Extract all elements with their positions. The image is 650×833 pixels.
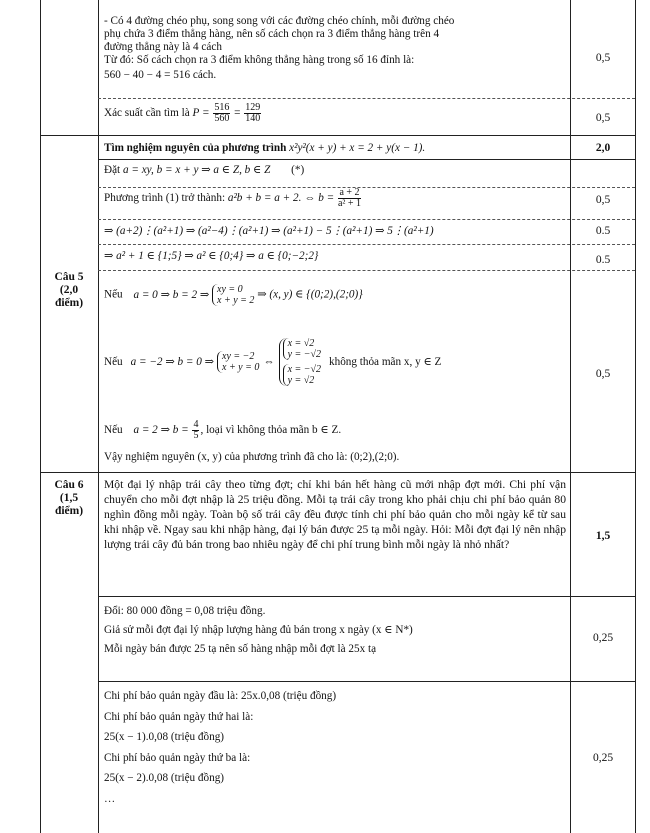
- score-value: 0,5: [595, 368, 611, 380]
- question-6-label: Câu 6 (1,5 điểm): [54, 479, 84, 517]
- combinatorics-text: [104, 15, 566, 82]
- question-5-label: Câu 5 (2,0 điểm): [54, 271, 84, 309]
- equation-system: xy = −2 x + y = 0: [217, 351, 259, 373]
- row-divider: [98, 98, 635, 99]
- total-score: 1,5: [595, 530, 611, 542]
- case-a-zero: Nếu a = 0 ⇒ b = 2 ⇒ xy = 0 x + y = 2 ⇒ (x, y) ∈ {(0;2),(2;0)}: [104, 284, 363, 306]
- equation-system: xy = 0 x + y = 2: [212, 284, 254, 306]
- storage-cost-step: Chi phí bảo quản ngày đầu là: 25x.0,08 (triệu đồng) Chi phí bảo quản ngày thứ hai là: 25(x − 1).0,08 (triệu đồng) Chi phí bảo quản ngày thứ ba là: 25(x − 2).0,08 (triệu đồng) …: [104, 690, 337, 805]
- table-border-right: [635, 0, 636, 833]
- substitution-line: Đặt a = xy, b = x + y ⇒ a ∈ Z, b ∈ Z (*): [104, 164, 305, 176]
- row-divider: [40, 135, 636, 136]
- case-a-minus-two: Nếu a = −2 ⇒ b = 0 ⇒ xy = −2 x + y = 0 ⇔ x = √2 y = −√2 x = −√2 y = √2 không thỏa mãn x, y ∈ Z: [104, 338, 442, 386]
- table-border-left: [40, 0, 41, 833]
- question-6-problem: Một đại lý nhập trái cây theo từng đợt; chỉ khi bán hết hàng cũ mới nhập đợt mới. Chi phí vận chuyển cho mỗi đợt nhập là 25 triệu đồng. Mỗi tạ trái cây trong kho phải chịu chi phí bảo quản 80 nghìn đồng mỗi ngày. Toàn bộ số trái cây đều được tính chi phí bảo quản cho mỗi ngày kể từ sau khi nhập về. Ngay sau khi nhập hàng, đại lý bán được 25 tạ mỗi ngày. Hỏi: Mỗi đợt đại lý nên nhập lượng trái cây đủ bán trong bao nhiêu ngày để chi phí trung bình mỗi ngày là nhỏ nhất?: [104, 478, 566, 551]
- score-value: 0.5: [595, 225, 611, 237]
- text-line: Từ đó: Số cách chọn ra 3 điểm không thẳng hàng trong số 16 đỉnh là:: [104, 54, 415, 66]
- row-divider: [40, 472, 636, 473]
- setup-step: Đổi: 80 000 đồng = 0,08 triệu đồng. Giả sử mỗi đợt đại lý nhập lượng hàng đủ bán trong x ngày (x ∈ N*) Mỗi ngày bán được 25 tạ nên số hàng nhập mỗi đợt là 25x tạ: [104, 605, 413, 655]
- score-value: 0,25: [592, 632, 614, 644]
- score-value: 0,5: [595, 52, 611, 64]
- fraction: $\frac{516}{560}$: [214, 102, 230, 124]
- question-5-title: Tìm nghiệm nguyên của phương trình x²y²(x + y) + x = 2 + y(x − 1).: [104, 142, 426, 154]
- fraction: $\frac{129}{140}$: [245, 102, 261, 124]
- score-value: 0,5: [595, 112, 611, 124]
- score-value: 0.5: [595, 254, 611, 266]
- score-value: 0,25: [592, 752, 614, 764]
- conclusion-line: Vậy nghiệm nguyên (x, y) của phương trình đã cho là: (0;2),(2;0).: [104, 451, 400, 463]
- text-line: - Có 4 đường chéo phụ, song song với các đường chéo chính, mỗi đường chéo: [104, 15, 455, 27]
- column-divider-label: [98, 0, 99, 833]
- answer-table: [40, 0, 636, 833]
- score-value: 0,5: [595, 194, 611, 206]
- row-divider: [98, 270, 635, 271]
- divisibility-line: ⇒ (a+2)⋮(a²+1) ⇒ (a²−4)⋮(a²+1) ⇒ (a²+1) − 5⋮(a²+1) ⇒ 5⋮(a²+1): [104, 225, 434, 237]
- text-line: đường thẳng này là 4 cách: [104, 41, 222, 53]
- row-divider: [98, 596, 636, 597]
- fraction: $\frac{a + 2}{\text{a² + 1}}$: [337, 187, 362, 209]
- row-divider: [98, 159, 636, 160]
- row-divider: [98, 681, 636, 682]
- text-line: 560 − 40 − 4 = 516 cách.: [104, 69, 217, 81]
- fraction: $\frac{4}{5}$: [193, 419, 199, 441]
- solution-set: x = √2 y = −√2 x = −√2 y = √2: [279, 338, 321, 386]
- probability-line: Xác suất cần tìm là P = $\frac{516}{560}$ = $\frac{129}{140}$: [104, 102, 261, 124]
- row-divider: [98, 219, 635, 220]
- total-score: 2,0: [595, 142, 611, 154]
- cases-line: ⇒ a² + 1 ∈ {1;5} ⇒ a² ∈ {0;4} ⇒ a ∈ {0;−2;2}: [104, 250, 319, 262]
- case-a-two: Nếu a = 2 ⇒ b = $\frac{4}{5}$ , loại vì không thỏa mãn b ∈ Z.: [104, 419, 342, 441]
- transformed-equation: Phương trình (1) trở thành: a²b + b = a + 2. ⇔ b = $\frac{a + 2}{\text{a² + 1}}$: [104, 187, 362, 209]
- column-divider-score: [570, 0, 571, 833]
- row-divider: [98, 244, 635, 245]
- text-line: phụ chứa 3 điểm thẳng hàng, nên số cách chọn ra 3 điểm thẳng hàng trên 4: [104, 28, 440, 40]
